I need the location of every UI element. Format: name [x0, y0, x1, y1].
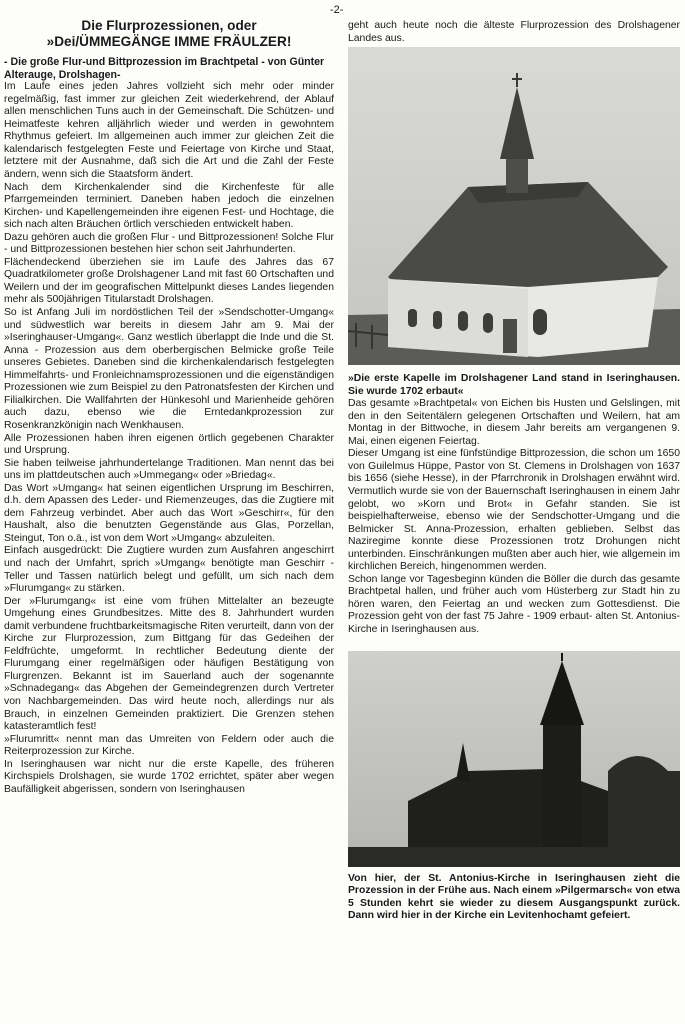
- church-illustration: [348, 651, 680, 867]
- church-photo: [348, 651, 680, 867]
- article-title-line-2: »Dei/ÜMMEGÄNGE IMME FRÄULZER!: [46, 34, 292, 49]
- article-subtitle: - Die große Flur-und Bittprozession im Brachtpetal - von Günter Alterauge, Drolshagen-: [4, 56, 325, 81]
- left-column-paragraph: Nach dem Kirchenkalender sind die Kirchenfeste für alle Pfarrgemeinden terminiert. Daneben haben jedoch die einzelnen Kirchen- und Kapellengemeinden ihre eigenen Fest- und Hochtage, die sich nach alten Bräuchen örtlich verschieden entwickelt haben.: [4, 181, 334, 231]
- right-column-text: [348, 398, 680, 636]
- left-column-paragraph: Das Wort »Umgang« hat seinen eigentlichen Ursprung im Beschirren, d.h. dem Apassen des Leder- und Riemenzeuges, das die Zugtiere mit dem Fahrzeug verbindet. Aber auch das Wort »Geschirr«, für den Haushalt, also die benutzten Gegenstände aus Glas, Porzellan, Steingut, Ton o.ä., ist von dem Wort »Umgang« abzuleiten.: [4, 482, 334, 544]
- chapel-illustration: [348, 47, 680, 365]
- left-column-paragraph: Der »Flurumgang« ist eine vom frühen Mittelalter an bezeugte Umgehung eines Grundbesitzes. Mitte des 8. Jahrhundert wurden damit verbundene fruchtbarkeitsmagische Riten verurteilt, dann von der Kirche zur Flurprozession, zum Bittgang für das Gedeihen der Feldfrüchte, umgeformt. In rechtlicher Bedeutung diente der Flurumgang einer regelmäßigen oder häufigen Bestätigung von Flurgrenzen. Bekannt ist im Sauerland auch der sogenannte »Schnadegang« das Abgehen der Gemeindegrenzen durch Vertreter von Nachbargemeinden. Das wird heute noch, allerdings nur als Brauch, in einzelnen Gemeinden praktiziert. Die Grenzen stehen katasteramtlich fest!: [4, 595, 334, 733]
- left-column-paragraph: In Iseringhausen war nicht nur die erste Kapelle, des früheren Kirchspiels Drolshagen, sie wurde 1702 errichtet, später aber wegen Baufälligkeit abgerissen, sondern von Iseringhausen: [4, 758, 334, 795]
- chapel-caption: »Die erste Kapelle im Drolshagener Land stand in Iseringhausen. Sie wurde 1702 erbaut«: [348, 373, 680, 397]
- left-column-paragraph: So ist Anfang Juli im nordöstlichen Teil der »Sendschotter-Umgang« und südwestlich war bereits in diesem Jahr am 9. Mai der »Iseringhauser-Umgang«. Ganz westlich überlappt die Inde und die St. Anna - Prozession aus dem oberbergischen Belmicke große Teile unseres Gebietes. Daneben sind die kirchenkalendarisch festgelegten Himmelfahrts- und Fronleichnamsprozessionen und die eigenständigen Prozessionen wie zum Beispiel zu den Patronatsfesten der Kirchen und Filialkirchen. Die Wallfahrten der Hünkesohl und Marienheide gehören auch dazu, ebenso wie die Erntedankprozession zur Rosenkranzkönigin nach Wenkhausen.: [4, 307, 334, 431]
- left-column-paragraph: Dazu gehören auch die großen Flur - und Bittprozessionen! Solche Flur - und Bittprozessionen bestehen hier schon seit Jahrhunderten.: [4, 231, 334, 256]
- right-column-paragraph: Dieser Umgang ist eine fünfstündige Bittprozession, die schon um 1650 von Guilelmus Hüppe, Pastor von St. Clemens in Drolshagen von 1637 bis 1656 (siehe Hesse), in der Pfarrchronik in Drolshagen erwähnt wird. Vermutlich wurde sie von der Bauernschaft Iseringhausen in einem Jahr gelobt, wo »Korn und Brot« in Gefahr standen. Sie ist beispielhafterweise, ebenso wie der Sendschotter-Umgang und die Belmicker St. Anna-Prozession, erhalten geblieben. Selbst das Naziregime konnte diese Prozessionen trotz Drohungen nicht unterbinden. Einschränkungen mußten aber auch hier, wie allgemein im kirchlichen Bereich, hingenommen werden.: [348, 448, 680, 573]
- left-column: [4, 14, 334, 796]
- right-column-paragraph: Das gesamte »Brachtpetal« von Eichen bis Husten und Gelslingen, mit den in den Seitentälern gelegenen Ortschaften und Weilern, hat am Montag in der Bittwoche, in diesem Jahr bereits am vergangenen 9. Mai, einen eigenen Feiertag.: [348, 398, 680, 447]
- left-column-paragraph: Alle Prozessionen haben ihren eigenen örtlich gegebenen Charakter und Ursprung.: [4, 432, 334, 457]
- church-caption: Von hier, der St. Antonius-Kirche in Iseringhausen zieht die Prozession in der Frühe aus. Nach einem »Pilgermarsch« von etwa 5 Stunden kehrt sie wieder zu diesem Ausgangspunkt zurück. Dann wird hier in der Kirche ein Levitenhochamt gefeiert.: [348, 872, 680, 922]
- right-column: [348, 20, 680, 923]
- left-column-paragraph: Flächendeckend überziehen sie im Laufe des Jahres das 67 Quadratkilometer große Drolshagener Land mit fast 60 Ortschaften und Weilern und der im geografischen Mittelpunkt dieses Landes liegenden mehr als 500jährigen Titularstadt Drolshagen.: [4, 256, 334, 306]
- right-column-paragraph: Schon lange vor Tagesbeginn künden die Böller die durch das gesamte Brachtpetal hallen, und früher auch vom Hüsterberg zur Stadt hin zu hören waren, den Feiertag an und wecken zum Gottesdienst. Die Prozession geht von der fast 75 Jahre - 1909 erbaut- alten St. Antonius-Kirche in Iseringhausen aus.: [348, 573, 680, 636]
- article-title-line-1: Die Flurprozessionen, oder: [81, 18, 257, 33]
- chapel-photo: [348, 47, 680, 365]
- left-column-paragraph: Sie haben teilweise jahrhundertelange Traditionen. Man nennt das bei uns im plattdeutschen auch »Ummegang« oder »Briedag«.: [4, 457, 334, 482]
- left-column-text: [4, 81, 334, 796]
- article-title: [4, 18, 334, 50]
- page-number: -2-: [330, 4, 344, 16]
- left-column-paragraph: »Flurumritt« nennt man das Umreiten von Feldern oder auch die Reiterprozession zur Kirche.: [4, 733, 334, 758]
- right-column-intro: geht auch heute noch die älteste Flurprozession des Drolshagener Landes aus.: [348, 20, 680, 44]
- left-column-paragraph: Im Laufe eines jeden Jahres vollzieht sich mehr oder minder regelmäßig, fast immer zur gleichen Zeit wiederkehrend, der Ablauf allen menschlichen Tuns auch in der Gemeinschaft. Die Schützen- und Heimatfeste kehren alljährlich wieder und werden in gewohntem Rhythmus gefeiert. Im allgemeinen auch immer zur gleichen Zeit die kalendarisch festgelegten Feste und Feiertage von Kirche und Staat, letztere mit der Ausnahme, daß sich die Art und die Zahl der Feste ändern, wenn sich die Staatsform ändert.: [4, 81, 334, 181]
- left-column-paragraph: Einfach ausgedrückt: Die Zugtiere wurden zum Ausfahren angeschirrt und nach der Umfahrt, sprich »Umgang« benötigte man Geschirr - Teller und Tassen natürlich belegt und gefüllt, um sich nach dem »Flurumgang« zu stärken.: [4, 545, 334, 595]
